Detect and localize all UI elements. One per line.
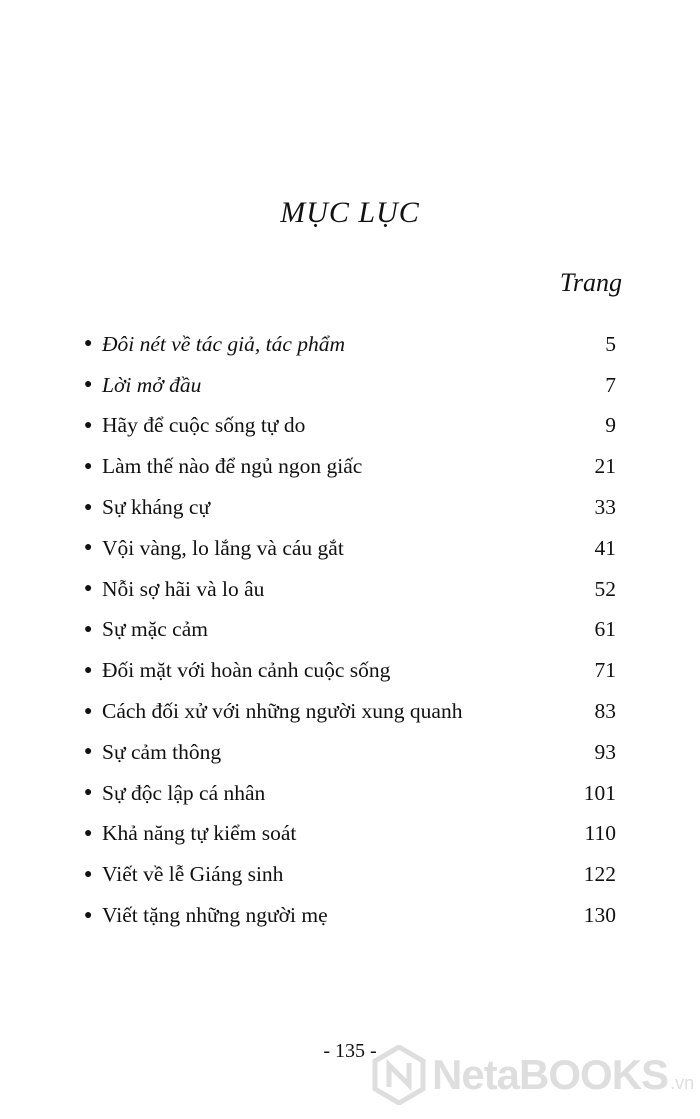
bullet-icon: ● (84, 336, 93, 352)
page-column-label: Trang (559, 268, 622, 297)
toc-entry-title: Cách đối xử với những người xung quanh (102, 699, 463, 724)
toc-entry-page: 130 (583, 903, 616, 928)
toc-entry-page: 7 (605, 372, 616, 397)
toc-entry-page: 83 (594, 699, 616, 724)
toc-list (84, 324, 616, 936)
bullet-icon: ● (84, 377, 93, 393)
toc-entry (84, 487, 616, 528)
toc-entry-title: Đôi nét về tác giả, tác phẩm (102, 331, 346, 356)
bullet-icon: ● (84, 540, 93, 556)
toc-entry-page: 52 (594, 576, 616, 601)
toc-entry-title: Hãy để cuộc sống tự do (102, 413, 306, 438)
toc-entry-page: 21 (594, 454, 616, 479)
toc-entry-title: Sự kháng cự (102, 495, 211, 520)
toc-entry (84, 365, 616, 406)
bullet-icon: ● (84, 458, 93, 474)
toc-entry-page: 41 (594, 535, 616, 560)
bullet-icon: ● (84, 825, 93, 841)
toc-entry-title: Sự cảm thông (102, 739, 222, 764)
toc-entry-page: 122 (583, 862, 616, 887)
page-number: - 135 - (323, 1040, 377, 1062)
toc-entry-title: Đối mặt với hoàn cảnh cuộc sống (102, 658, 391, 683)
toc-entry (84, 854, 616, 895)
toc-entry-title: Sự độc lập cá nhân (102, 780, 266, 805)
toc-entry-page: 110 (584, 821, 616, 846)
bullet-icon: ● (84, 703, 93, 719)
toc-entry (84, 732, 616, 773)
toc-entry (84, 528, 616, 569)
toc-entry (84, 446, 616, 487)
toc-entry-page: 5 (605, 331, 616, 356)
toc-entry (84, 324, 616, 365)
toc-entry (84, 691, 616, 732)
bullet-icon: ● (84, 744, 93, 760)
watermark-suffix: .vn (670, 1072, 695, 1093)
toc-entry-page: 33 (594, 495, 616, 520)
bullet-icon: ● (84, 907, 93, 923)
toc-entry (84, 569, 616, 610)
toc-entry (84, 610, 616, 651)
toc-entry-page: 93 (594, 739, 616, 764)
bullet-icon: ● (84, 621, 93, 637)
toc-entry (84, 406, 616, 447)
toc-entry (84, 895, 616, 936)
bullet-icon: ● (84, 662, 93, 678)
toc-entry-title: Khả năng tự kiểm soát (102, 821, 297, 846)
toc-entry-page: 71 (594, 658, 616, 683)
toc-entry-title: Lời mở đầu (102, 372, 202, 397)
toc-entry (84, 814, 616, 855)
toc-entry-page: 61 (594, 617, 616, 642)
bullet-icon: ● (84, 499, 93, 515)
toc-entry-title: Sự mặc cảm (102, 617, 208, 642)
toc-entry-page: 9 (605, 413, 616, 438)
toc-entry-title: Nỗi sợ hãi và lo âu (102, 576, 265, 601)
toc-entry (84, 773, 616, 814)
toc-entry-title: Viết về lễ Giáng sinh (102, 862, 284, 887)
toc-entry-title: Vội vàng, lo lắng và cáu gắt (102, 535, 344, 560)
bullet-icon: ● (84, 785, 93, 801)
watermark (372, 1043, 694, 1107)
toc-heading: MỤC LỤC (280, 196, 420, 229)
netabooks-logo-icon (372, 1045, 426, 1105)
bullet-icon: ● (84, 581, 93, 597)
watermark-text: NetaBOOKS (432, 1051, 669, 1098)
toc-entry-page: 101 (583, 780, 616, 805)
toc-entry (84, 650, 616, 691)
toc-entry-title: Viết tặng những người mẹ (102, 903, 328, 928)
bullet-icon: ● (84, 866, 93, 882)
bullet-icon: ● (84, 417, 93, 433)
toc-entry-title: Làm thế nào để ngủ ngon giấc (102, 454, 363, 479)
